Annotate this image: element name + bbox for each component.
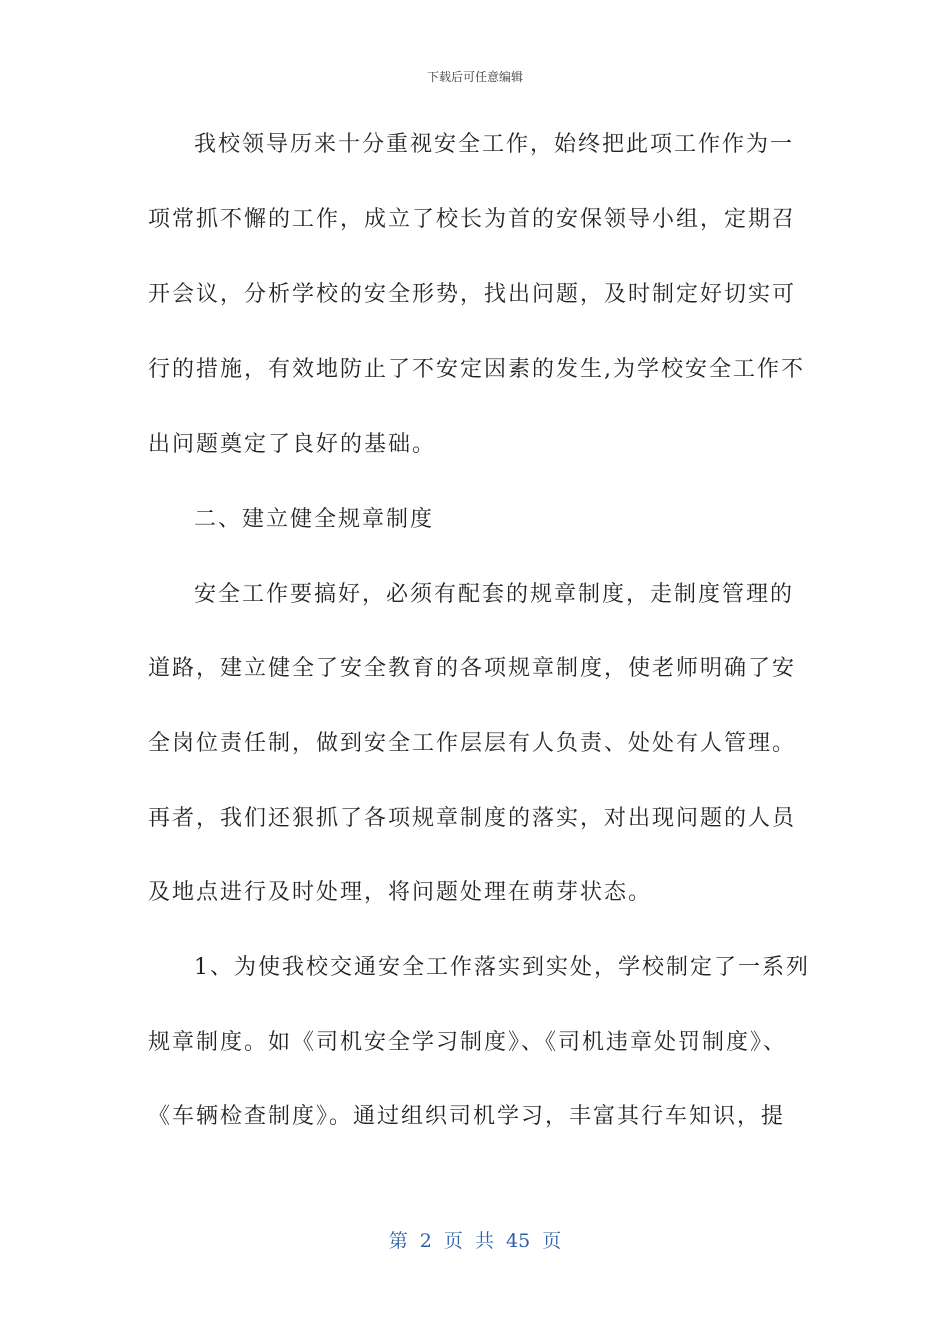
body-line: 出问题奠定了良好的基础。 (148, 432, 437, 457)
section-heading: 二、建立健全规章制度 (194, 507, 435, 532)
body-line: 开会议，分析学校的安全形势，找出问题，及时制定好切实可 (148, 282, 797, 307)
body-line: 我校领导历来十分重视安全工作，始终把此项工作作为一 (194, 132, 795, 157)
body-line: 安全工作要搞好，必须有配套的规章制度，走制度管理的 (194, 582, 795, 607)
body-line: 行的措施，有效地防止了不安定因素的发生,为学校安全工作不 (148, 357, 805, 382)
body-line: 全岗位责任制，做到安全工作层层有人负责、处处有人管理。 (148, 731, 797, 756)
body-line: 道路，建立健全了安全教育的各项规章制度，使老师明确了安 (148, 656, 797, 681)
body-line: 及地点进行及时处理，将问题处理在萌芽状态。 (148, 880, 653, 905)
body-line: 《车辆检查制度》。通过组织司机学习，丰富其行车知识，提 (148, 1104, 786, 1129)
page-number: 第 2 页 共 45 页 (388, 1230, 562, 1252)
body-line: 再者，我们还狠抓了各项规章制度的落实，对出现问题的人员 (148, 806, 797, 831)
body-line: 1、为使我校交通安全工作落实到实处，学校制定了一系列 (194, 955, 810, 980)
body-line: 项常抓不懈的工作，成立了校长为首的安保领导小组，定期召 (148, 207, 797, 232)
body-line: 规章制度。如《司机安全学习制度》、《司机违章处罚制度》、 (148, 1030, 788, 1055)
header-note: 下载后可任意编辑 (426, 70, 523, 84)
